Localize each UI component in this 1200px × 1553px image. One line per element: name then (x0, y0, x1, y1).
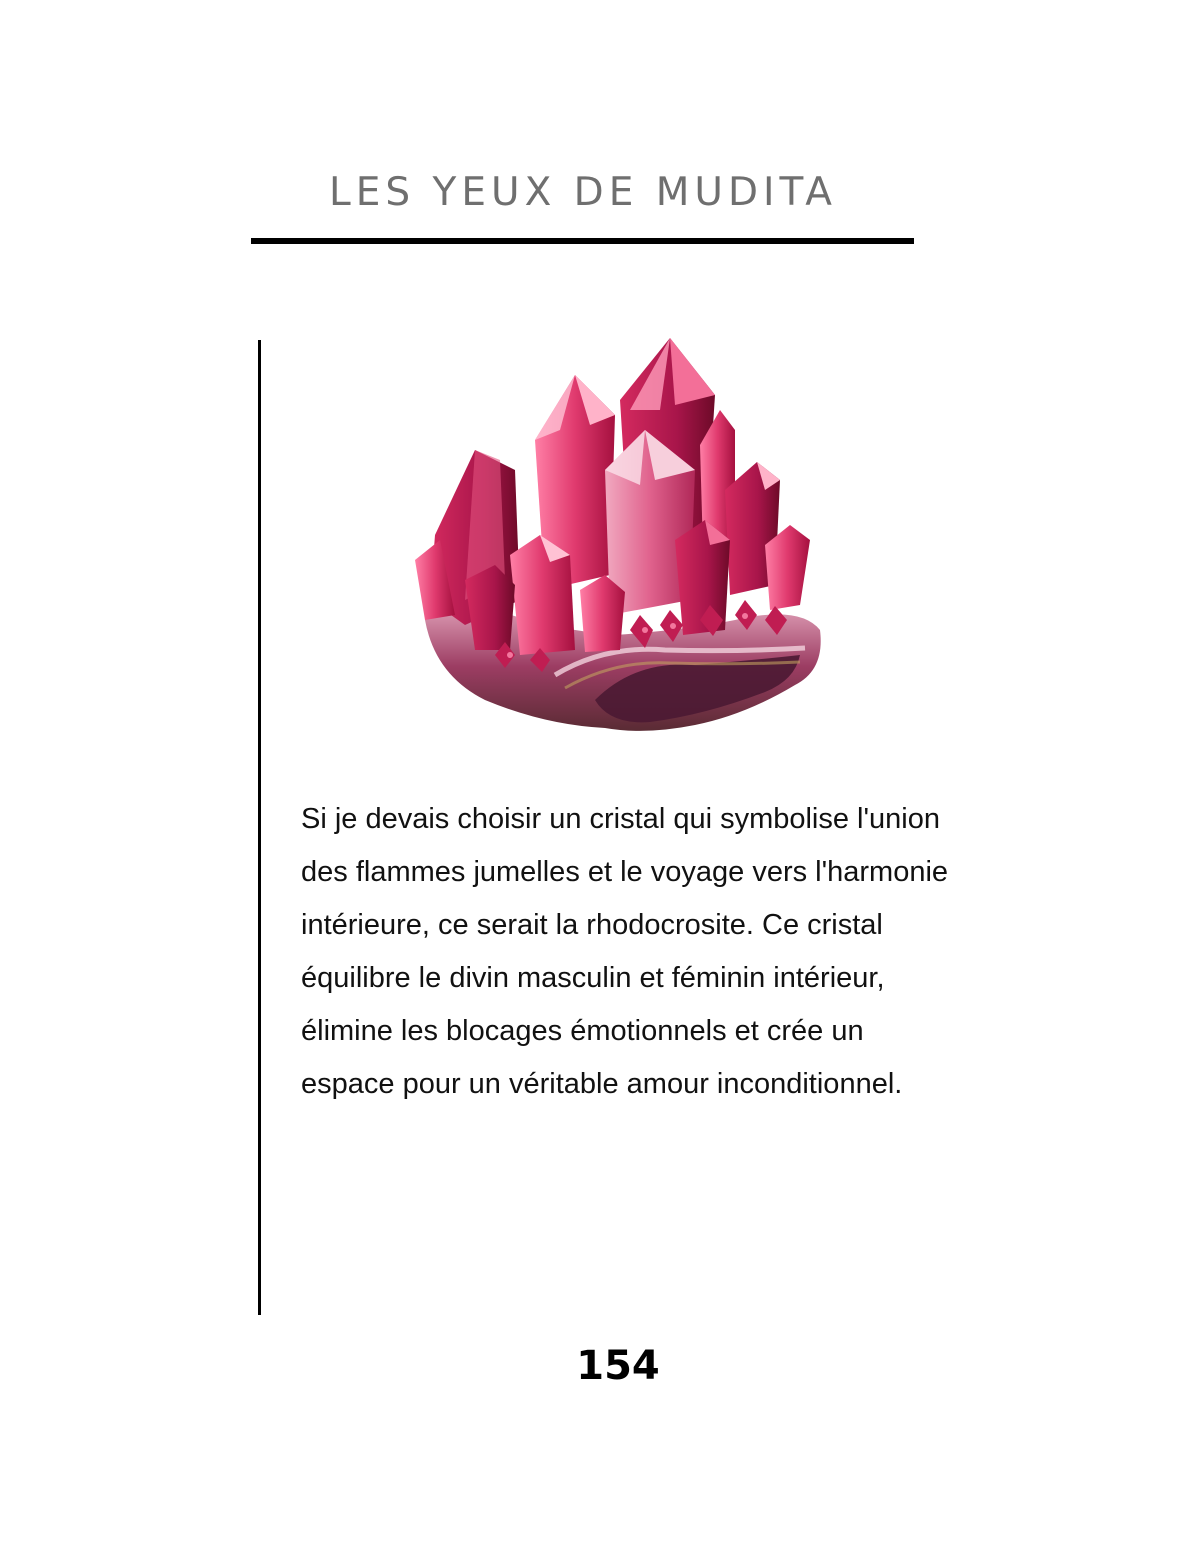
body-line: espace pour un véritable amour inconditionnel. (301, 1068, 903, 1100)
body-line: Si je devais choisir un cristal qui symbolise l'union (301, 803, 940, 835)
body-line: élimine les blocages émotionnels et crée un (301, 1015, 864, 1047)
body-paragraph (301, 793, 1041, 1111)
margin-rule (258, 340, 261, 1315)
crystal-cluster-icon (405, 330, 835, 745)
title-underline (251, 238, 914, 244)
body-line: intérieure, ce serait la rhodocrosite. Ce cristal (301, 909, 883, 941)
page-number: 154 (576, 1343, 660, 1389)
body-line: équilibre le divin masculin et féminin intérieur, (301, 962, 885, 994)
body-line: des flammes jumelles et le voyage vers l'harmonie (301, 856, 949, 888)
page-title: LES YEUX DE MUDITA (329, 170, 837, 215)
